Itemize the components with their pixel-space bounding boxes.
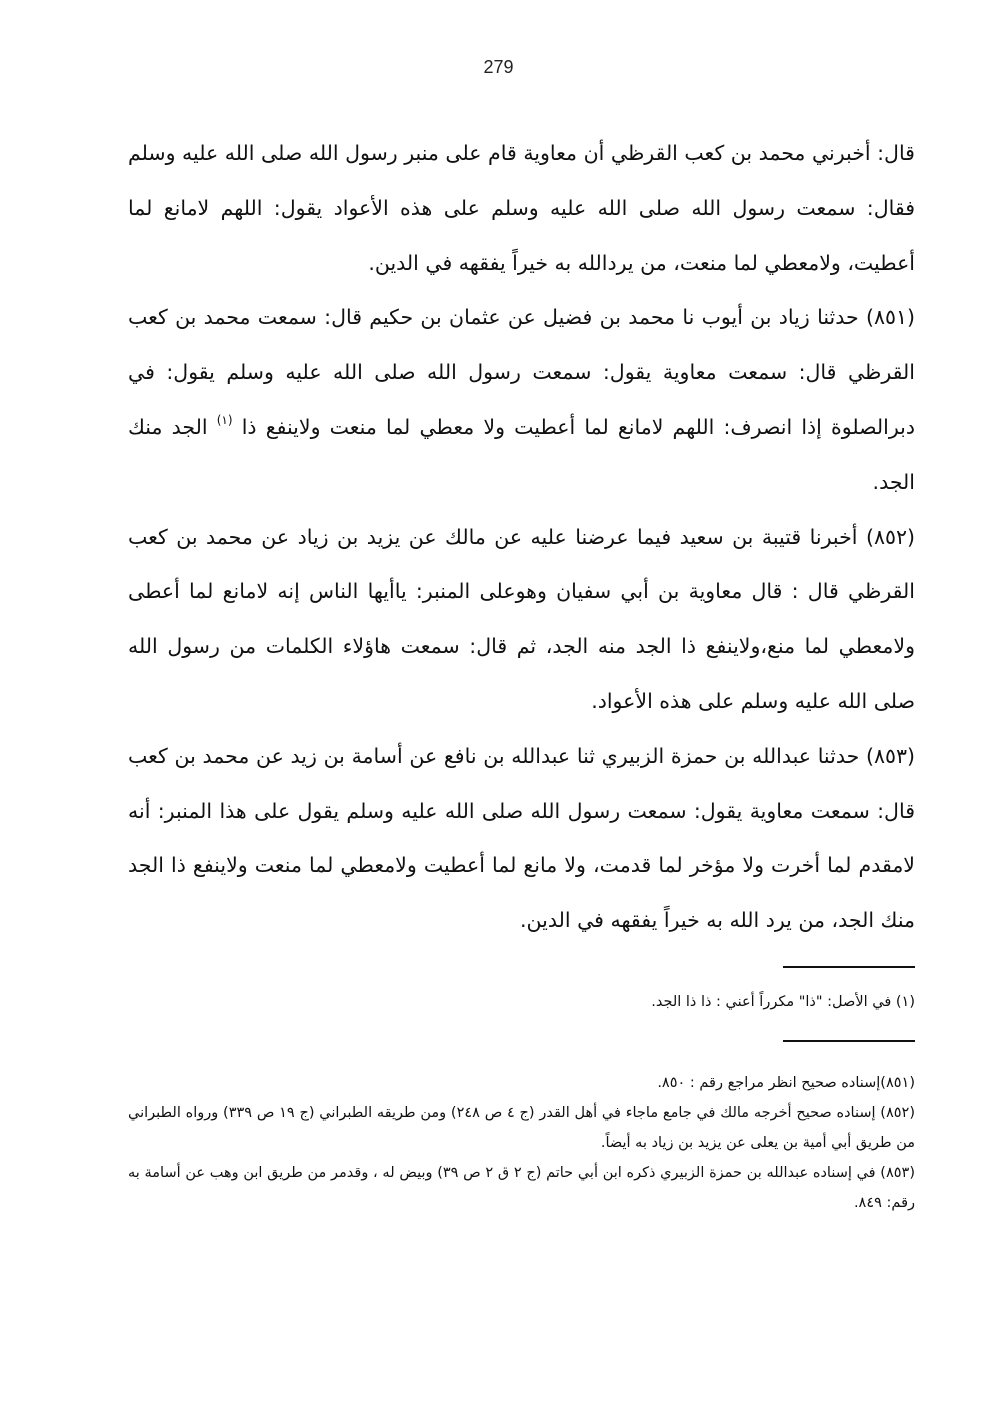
- paragraph-851-ending: الجد منك الجد.: [128, 414, 915, 494]
- notes-divider: [783, 1040, 915, 1042]
- paragraph-851-text: (٨٥١) حدثنا زياد بن أيوب نا محمد بن فضيل عن عثمان بن حكيم قال: سمعت محمد بن كعب القرظي قال: سمعت معاوية يقول: سمعت رسول الله صلى الله عليه وسلم يقول: في دبرالصلوة إذا انصرف: اللهم لامانع لما أعطيت ولا معطي لما منعت ولاينفع ذا: [128, 305, 915, 439]
- footnote-reference: (١): [216, 412, 233, 427]
- main-text-body: [128, 126, 915, 948]
- notes-section: [128, 1068, 915, 1218]
- paragraph-851: [128, 290, 915, 509]
- page-number: 279: [483, 57, 514, 77]
- paragraph-intro: قال: أخبرني محمد بن كعب القرظي أن معاوية قام على منبر رسول الله صلى الله عليه وسلم فقال: سمعت رسول الله صلى الله عليه وسلم على هذه الأعواد يقول: اللهم لامانع لما أعطيت، ولامعطي لما منعت، من يردالله به خيراً يفقهه في الدين.: [128, 141, 915, 275]
- note-851: (٨٥١)إسناده صحيح انظر مراجع رقم : ٨٥٠.: [657, 1075, 915, 1091]
- paragraph-853: (٨٥٣) حدثنا عبدالله بن حمزة الزبيري ثنا عبدالله بن نافع عن أسامة بن زيد عن محمد بن كعب قال: سمعت معاوية يقول: سمعت رسول الله صلى الله عليه وسلم يقول على هذا المنبر: أنه لامقدم لما أخرت ولا مؤخر لما قدمت، ولا مانع لما أعطيت ولامعطي لما منعت ولاينفع ذا الجد منك الجد، من يرد الله به خيراً يفقهه في الدين.: [128, 743, 915, 933]
- note-853: (٨٥٣) في إسناده عبدالله بن حمزة الزبيري ذكره ابن أبي حاتم (ج ٢ ق ٢ ص ٣٩) وبيض له ، وقدمر من طريق ابن وهب عن أسامة به رقم: ٨٤٩.: [128, 1165, 916, 1211]
- footnote-divider: [783, 966, 915, 968]
- paragraph-852: (٨٥٢) أخبرنا قتيبة بن سعيد فيما عرضنا عليه عن مالك عن يزيد بن زياد عن محمد بن كعب القرظي قال : قال معاوية بن أبي سفيان وهوعلى المنبر: ياأيها الناس إنه لامانع لما أعطى ولامعطي لما منع،ولاينفع ذا الجد منه الجد، ثم قال: سمعت هاؤلاء الكلمات من رسول الله صلى الله عليه وسلم على هذه الأعواد.: [128, 524, 915, 713]
- footnote-1: (١) في الأصل: "ذا" مكرراً أعني : ذا ذا الجد.: [651, 994, 915, 1010]
- note-852: (٨٥٢) إسناده صحيح أخرجه مالك في جامع ماجاء في أهل القدر (ج ٤ ص ٢٤٨) ومن طريقه الطبراني (ج ١٩ ص ٣٣٩) ورواه الطبراني من طريق أبي أمية بن يعلى عن يزيد بن زياد به أيضاً.: [128, 1105, 915, 1151]
